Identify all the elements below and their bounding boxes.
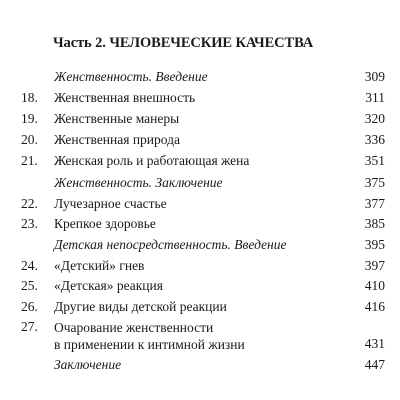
entry-number: 27. <box>21 319 38 334</box>
entry-title: Женственность. Заключение <box>54 175 223 190</box>
entry-page-number: 431 <box>364 336 385 351</box>
part-heading: Часть 2. ЧЕЛОВЕЧЕСКИЕ КАЧЕСТВА <box>53 35 314 51</box>
entry-page-number: 351 <box>364 153 385 168</box>
entry-title: Другие виды детской реакции <box>54 299 227 314</box>
entry-number: 24. <box>21 258 38 273</box>
entry-number: 19. <box>21 111 38 126</box>
entry-title: Женственная внешность <box>54 90 196 105</box>
entry-page-number: 447 <box>364 357 385 372</box>
entry-page-number: 377 <box>364 196 385 211</box>
entry-page-number: 397 <box>364 258 385 273</box>
entry-page-number: 385 <box>364 216 385 231</box>
entry-title <box>54 319 245 353</box>
entry-title: «Детский» гнев <box>54 258 145 273</box>
entry-title-line: Очарование женственности <box>54 320 214 335</box>
entry-page-number: 410 <box>364 278 385 293</box>
entry-title: «Детская» реакция <box>54 278 163 293</box>
entry-number: 20. <box>21 132 38 147</box>
entry-page-number: 336 <box>364 132 385 147</box>
entry-page-number: 416 <box>364 299 385 314</box>
entry-title: Лучезарное счастье <box>54 196 167 211</box>
entry-title-line: в применении к интимной жизни <box>54 337 245 352</box>
entry-number: 25. <box>21 278 38 293</box>
entry-title: Женственность. Введение <box>54 69 208 84</box>
entry-page-number: 395 <box>364 237 385 252</box>
entry-title: Женственные манеры <box>54 111 180 126</box>
entry-page-number: 375 <box>364 175 385 190</box>
entry-number: 26. <box>21 299 38 314</box>
entry-title: Детская непосредственность. Введение <box>54 237 287 252</box>
entry-number: 22. <box>21 196 38 211</box>
entry-page-number: 320 <box>364 111 385 126</box>
entry-title: Крепкое здоровье <box>54 216 156 231</box>
entry-number: 18. <box>21 90 38 105</box>
entry-title: Женственная природа <box>54 132 181 147</box>
entry-page-number: 311 <box>365 90 385 105</box>
entry-number: 23. <box>21 216 38 231</box>
entry-title: Заключение <box>54 357 122 372</box>
entry-title: Женская роль и работающая жена <box>54 153 250 168</box>
entry-number: 21. <box>21 153 38 168</box>
entry-page-number: 309 <box>364 69 385 84</box>
